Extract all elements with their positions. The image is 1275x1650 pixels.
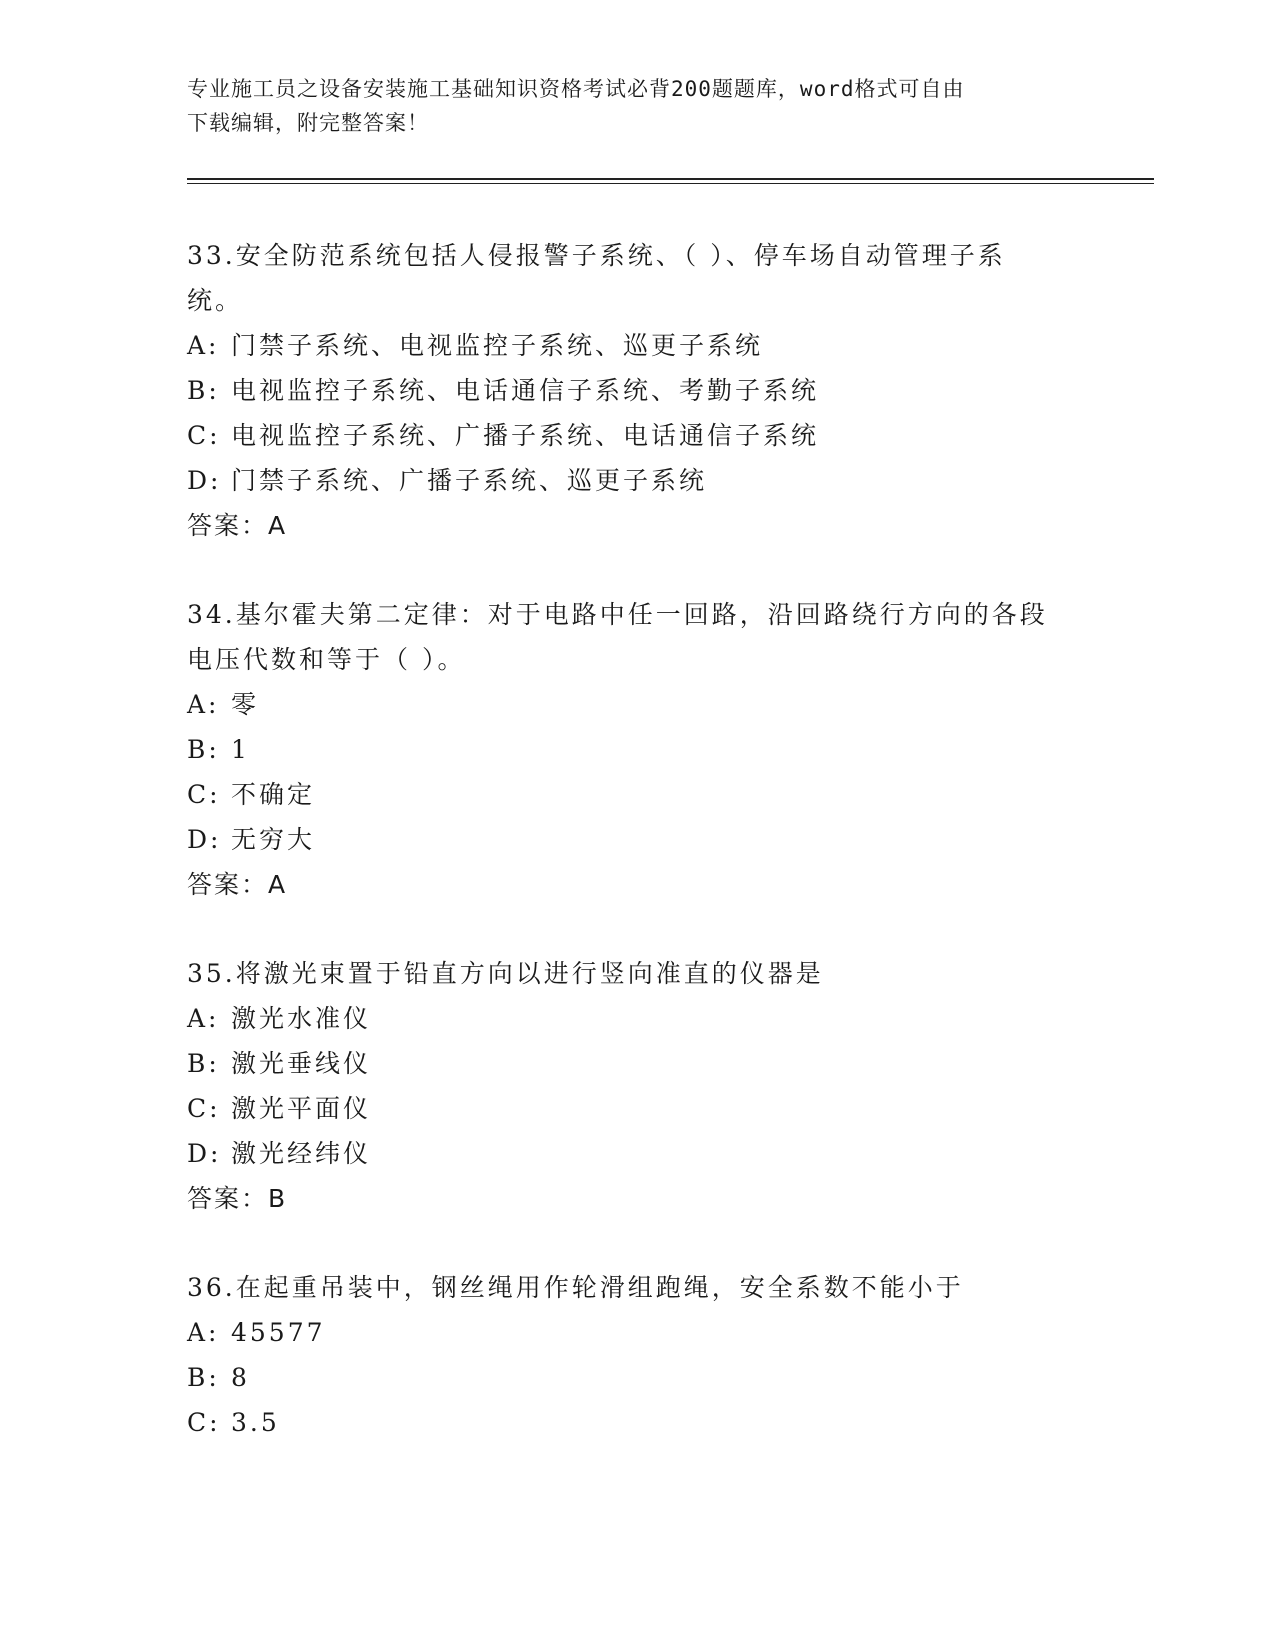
question-33 [187,233,1087,548]
option-label: C: [187,421,221,450]
answer-line: 答案：B [187,1184,288,1213]
option-text: 1 [231,735,250,764]
question-text-continued: 电压代数和等于（ ）。 [187,645,466,674]
question-35 [187,951,1087,1221]
option-label: A: [187,1004,220,1033]
option-a [187,1310,1087,1355]
option-text: 电视监控子系统、广播子系统、电话通信子系统 [231,421,820,450]
option-text: 激光经纬仪 [231,1139,372,1168]
option-text: 零 [231,690,260,719]
option-a [187,323,1087,368]
option-label: D: [187,1139,222,1168]
question-36 [187,1265,1087,1445]
option-b [187,368,1087,413]
option-c [187,1400,1087,1445]
option-label: B: [187,1363,220,1392]
question-text: 36.在起重吊装中，钢丝绳用作轮滑组跑绳，安全系数不能小于 [187,1273,964,1302]
option-c [187,1086,1087,1131]
option-text: 门禁子系统、广播子系统、巡更子系统 [231,466,708,495]
option-label: D: [187,825,222,854]
answer-line: 答案：A [187,511,288,540]
option-label: C: [187,1408,221,1437]
option-b [187,1041,1087,1086]
option-d [187,1131,1087,1176]
option-text: 激光平面仪 [231,1094,372,1123]
option-text: 激光垂线仪 [231,1049,372,1078]
option-text: 电视监控子系统、电话通信子系统、考勤子系统 [231,376,820,405]
option-label: D: [187,466,222,495]
option-label: B: [187,735,220,764]
option-text: 无穷大 [231,825,316,854]
option-label: A: [187,690,220,719]
option-text: 45577 [231,1318,326,1347]
option-label: B: [187,1049,220,1078]
option-label: A: [187,331,220,360]
option-label: C: [187,1094,221,1123]
option-d [187,458,1087,503]
option-text: 激光水准仪 [231,1004,372,1033]
option-text: 不确定 [231,780,316,809]
question-text: 35.将激光束置于铅直方向以进行竖向准直的仪器是 [187,959,824,988]
option-b [187,727,1087,772]
option-c [187,772,1087,817]
question-text: 33.安全防范系统包括人侵报警子系统、（ ）、停车场自动管理子系 [187,241,1006,270]
header-line-2: 下载编辑，附完整答案！ [187,111,429,135]
option-b [187,1355,1087,1400]
option-text: 8 [231,1363,250,1392]
option-a [187,996,1087,1041]
header-line-1: 专业施工员之设备安装施工基础知识资格考试必背200题题库，word格式可自由 [187,77,965,101]
question-text: 34.基尔霍夫第二定律：对于电路中任一回路，沿回路绕行方向的各段 [187,600,1048,629]
option-a [187,682,1087,727]
question-text-continued: 统。 [187,286,244,315]
option-label: A: [187,1318,220,1347]
option-text: 门禁子系统、电视监控子系统、巡更子系统 [231,331,764,360]
header-divider [187,178,1154,184]
question-34 [187,592,1087,907]
question-list [187,233,1087,1489]
option-label: B: [187,376,220,405]
option-label: C: [187,780,221,809]
option-text: 3.5 [231,1408,280,1437]
document-header [187,72,1077,140]
answer-line: 答案：A [187,870,288,899]
option-d [187,817,1087,862]
option-c [187,413,1087,458]
